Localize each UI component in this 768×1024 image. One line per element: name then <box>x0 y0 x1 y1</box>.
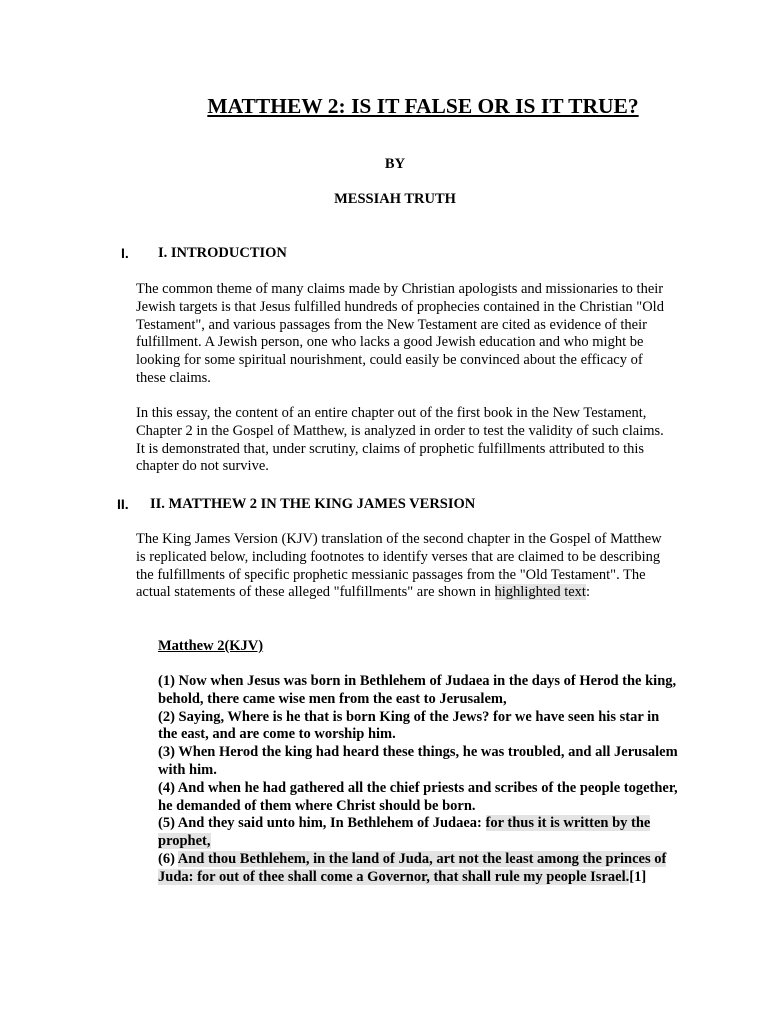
verse-4-text: (4) And when he had gathered all the chief priests and scribes of the people together, he demanded of them where Christ should be born. <box>158 779 678 814</box>
verse-list <box>158 673 678 887</box>
verse-3 <box>158 744 678 780</box>
author: MESSIAH TRUTH <box>334 191 456 207</box>
verse-3-text: (3) When Herod the king had heard these things, he was troubled, and all Jerusalem with him. <box>158 744 678 778</box>
verse-1 <box>158 673 678 709</box>
kjv-intro-end: : <box>585 584 590 601</box>
kjv-intro-text: The King James Version (KJV) translation of the second chapter in the Gospel of Matthew is replicated below, including footnotes to identify verses that are claimed to be describing the fulfillments of specific prophetic messianic passages from the "Old Testament". The actual statements of these alleged "fulfillments" are shown in <box>136 531 662 601</box>
kjv-heading: Matthew 2(KJV) <box>158 638 264 654</box>
intro-paragraph-2: In this essay, the content of an entire chapter out of the first book in the New Testament, Chapter 2 in the Gospel of Matthew, is analyzed in order to test the validity of such claims. It is demonstrated that, under scrutiny, claims of prophetic fulfillments attributed to this chapter do not survive. <box>136 405 664 475</box>
verse-5-highlight: for thus it is written by the prophet, <box>158 815 651 850</box>
section-1-heading: I. INTRODUCTION <box>158 245 287 261</box>
byline: BY <box>384 156 406 172</box>
section-2-marker: II. <box>117 496 129 512</box>
footnote-1-ref[interactable]: [1] <box>629 868 647 885</box>
verse-6 <box>158 851 678 887</box>
verse-4 <box>158 780 678 816</box>
verse-5 <box>158 815 678 851</box>
verse-2 <box>158 709 678 745</box>
verse-6-text: (6) <box>158 850 178 867</box>
section-2-heading: II. MATTHEW 2 IN THE KING JAMES VERSION <box>150 496 476 512</box>
kjv-intro-paragraph <box>136 531 666 602</box>
verse-2-text: (2) Saying, Where is he that is born King of the Jews? for we have seen his star in the east, and are come to worship him. <box>158 708 660 743</box>
verse-1-text: (1) Now when Jesus was born in Bethlehem of Judaea in the days of Herod the king, behold, there came wise men from the east to Jerusalem, <box>158 673 677 707</box>
verse-5-text: (5) And they said unto him, In Bethlehem of Judaea: <box>158 815 486 832</box>
intro-paragraph-1: The common theme of many claims made by Christian apologists and missionaries to their Jewish targets is that Jesus fulfilled hundreds of prophecies contained in the Christian "Old Testament", and various passages from the New Testament are cited as evidence of their fulfillment. A Jewish person, one who lacks a good Jewish education and who might be looking for some spiritual nourishment, could easily be convinced about the efficacy of these claims. <box>136 281 664 386</box>
verse-6-highlight: And thou Bethlehem, in the land of Juda, art not the least among the princes of Juda: for out of thee shall come a Governor, that shall rule my people Israel. <box>158 850 667 885</box>
highlighted-text-sample: highlighted text <box>494 584 586 601</box>
section-1-marker: I. <box>121 245 129 261</box>
document-title: MATTHEW 2: IS IT FALSE OR IS IT TRUE? <box>207 94 639 118</box>
